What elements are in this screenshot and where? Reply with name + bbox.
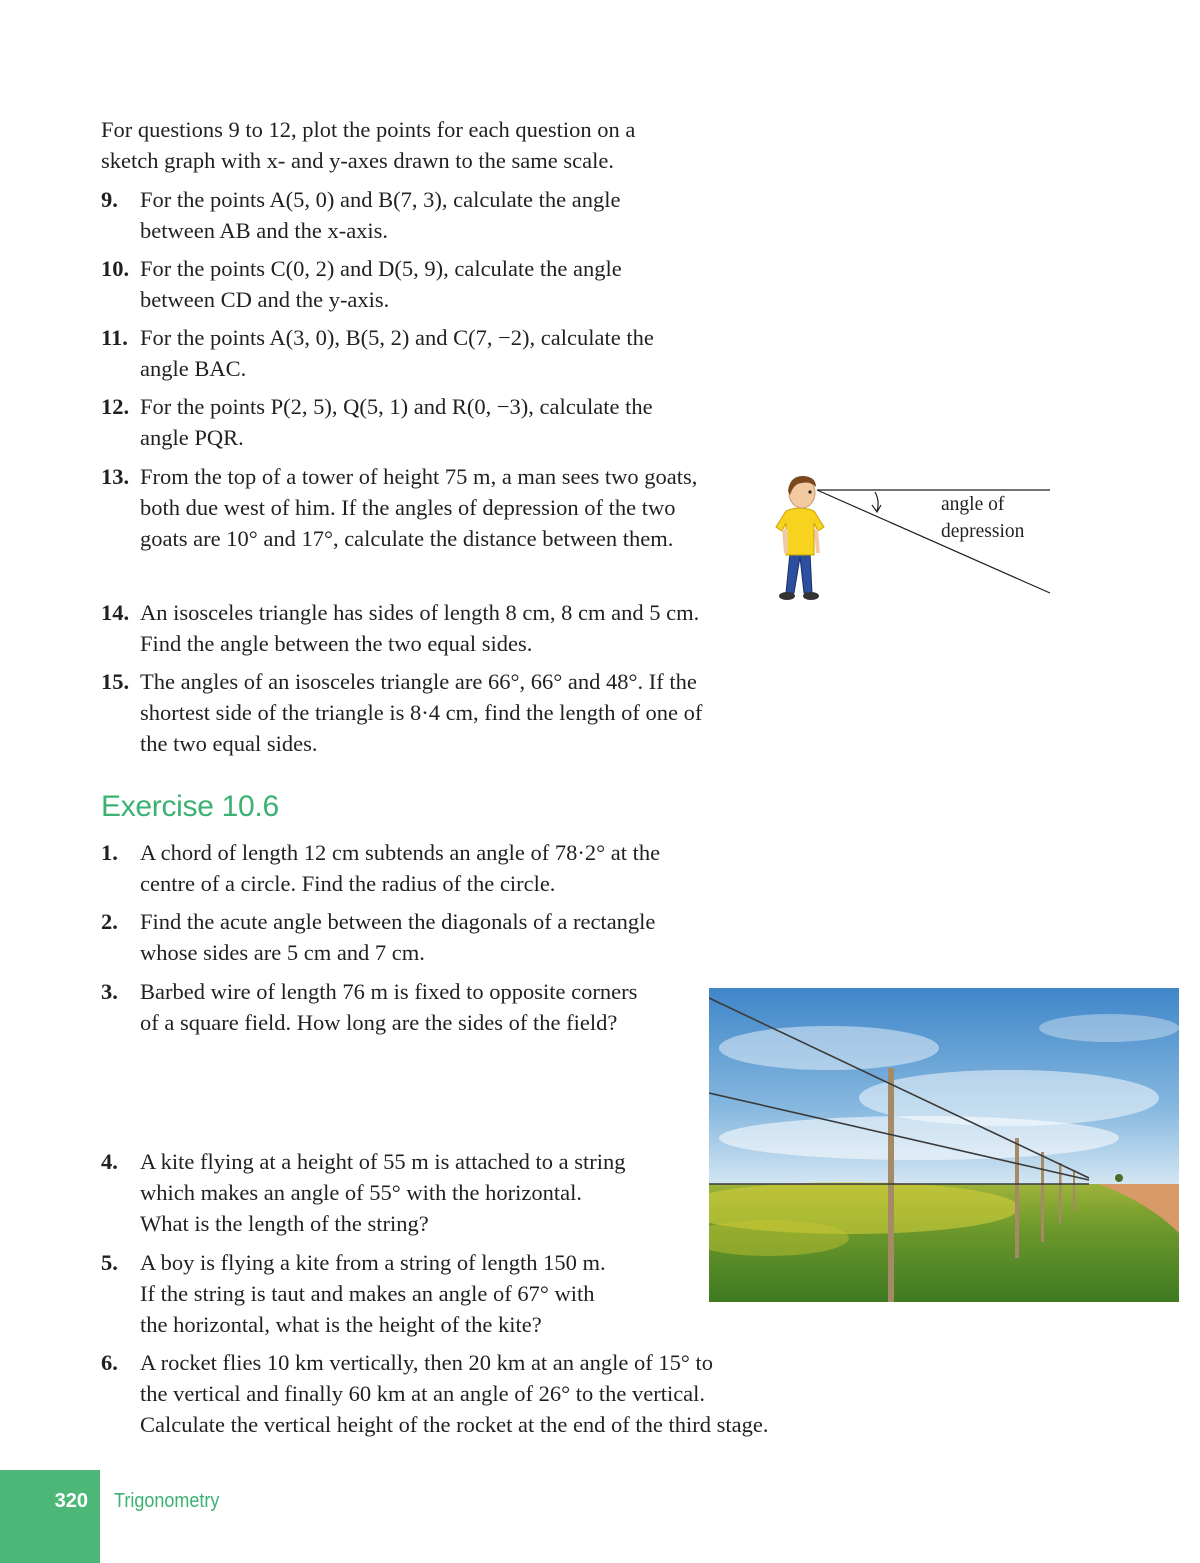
page-number: 320 [54, 1490, 88, 1512]
question-number: 3. [101, 979, 118, 1004]
chapter-name: Trigonometry [114, 1490, 220, 1512]
question-number: 13. [101, 464, 130, 489]
question-line: A boy is flying a kite from a string of length 150 m. [140, 1250, 606, 1275]
question-line: Find the acute angle between the diagonals of a rectangle [140, 909, 656, 934]
question-line: From the top of a tower of height 75 m, a man sees two goats, [140, 464, 698, 489]
question-line: the two equal sides. [140, 731, 318, 756]
man-figure-icon [776, 476, 824, 600]
question-line: shortest side of the triangle is 8·4 cm, find the length of one of [140, 700, 703, 725]
question-number: 12. [101, 394, 130, 419]
exercise-title: Exercise 10.6 [101, 790, 279, 823]
intro-line-2: sketch graph with x- and y-axes drawn to the same scale. [101, 148, 614, 173]
question-line: the horizontal, what is the height of the kite? [140, 1312, 542, 1337]
figure-label-line-2: depression [941, 521, 1025, 542]
question-number: 5. [101, 1250, 118, 1275]
question-line: An isosceles triangle has sides of length 8 cm, 8 cm and 5 cm. [140, 600, 700, 625]
question-number: 9. [101, 187, 118, 212]
question-line: Calculate the vertical height of the rocket at the end of the third stage. [140, 1412, 769, 1437]
figure-label-line-1: angle of [941, 494, 1005, 515]
question-line: between CD and the y-axis. [140, 287, 390, 312]
footer-band [0, 1470, 100, 1563]
question-line: For the points P(2, 5), Q(5, 1) and R(0, −3), calculate the [140, 394, 653, 419]
question-number: 4. [101, 1149, 118, 1174]
question-line: the vertical and finally 60 km at an angle of 26° to the vertical. [140, 1381, 706, 1406]
question-line: The angles of an isosceles triangle are 66°, 66° and 48°. If the [140, 669, 697, 694]
question-line: If the string is taut and makes an angle of 67° with [140, 1281, 595, 1306]
intro-paragraph [101, 114, 741, 176]
question-number: 14. [101, 600, 130, 625]
question-line: angle PQR. [140, 425, 244, 450]
question-number: 15. [101, 669, 130, 694]
question-number: 1. [101, 840, 118, 865]
question-line: What is the length of the string? [140, 1211, 429, 1236]
question-line: of a square field. How long are the sides of the field? [140, 1010, 618, 1035]
question-line: A rocket flies 10 km vertically, then 20 km at an angle of 15° to [140, 1350, 714, 1375]
question-number: 11. [101, 325, 128, 350]
intro-line-1: For questions 9 to 12, plot the points for each question on a [101, 117, 636, 142]
question-line: which makes an angle of 55° with the horizontal. [140, 1180, 583, 1205]
question-line: goats are 10° and 17°, calculate the distance between them. [140, 526, 674, 551]
question-line: angle BAC. [140, 356, 247, 381]
question-number: 6. [101, 1350, 118, 1375]
question-number: 2. [101, 909, 118, 934]
question-line: For the points A(3, 0), B(5, 2) and C(7, −2), calculate the [140, 325, 654, 350]
question-line: For the points C(0, 2) and D(5, 9), calculate the angle [140, 256, 622, 281]
question-line: Find the angle between the two equal sides. [140, 631, 533, 656]
question-number: 10. [101, 256, 130, 281]
question-line: For the points A(5, 0) and B(7, 3), calculate the angle [140, 187, 621, 212]
question-line: centre of a circle. Find the radius of the circle. [140, 871, 556, 896]
question-line: both due west of him. If the angles of depression of the two [140, 495, 676, 520]
question-line: whose sides are 5 cm and 7 cm. [140, 940, 425, 965]
question-line: between AB and the x-axis. [140, 218, 389, 243]
question-line: A kite flying at a height of 55 m is attached to a string [140, 1149, 626, 1174]
barbed-wire-fence-photo [709, 988, 1179, 1302]
angle-of-depression-figure [770, 465, 1060, 615]
question-line: A chord of length 12 cm subtends an angle of 78·2° at the [140, 840, 661, 865]
question-line: Barbed wire of length 76 m is fixed to opposite corners [140, 979, 638, 1004]
